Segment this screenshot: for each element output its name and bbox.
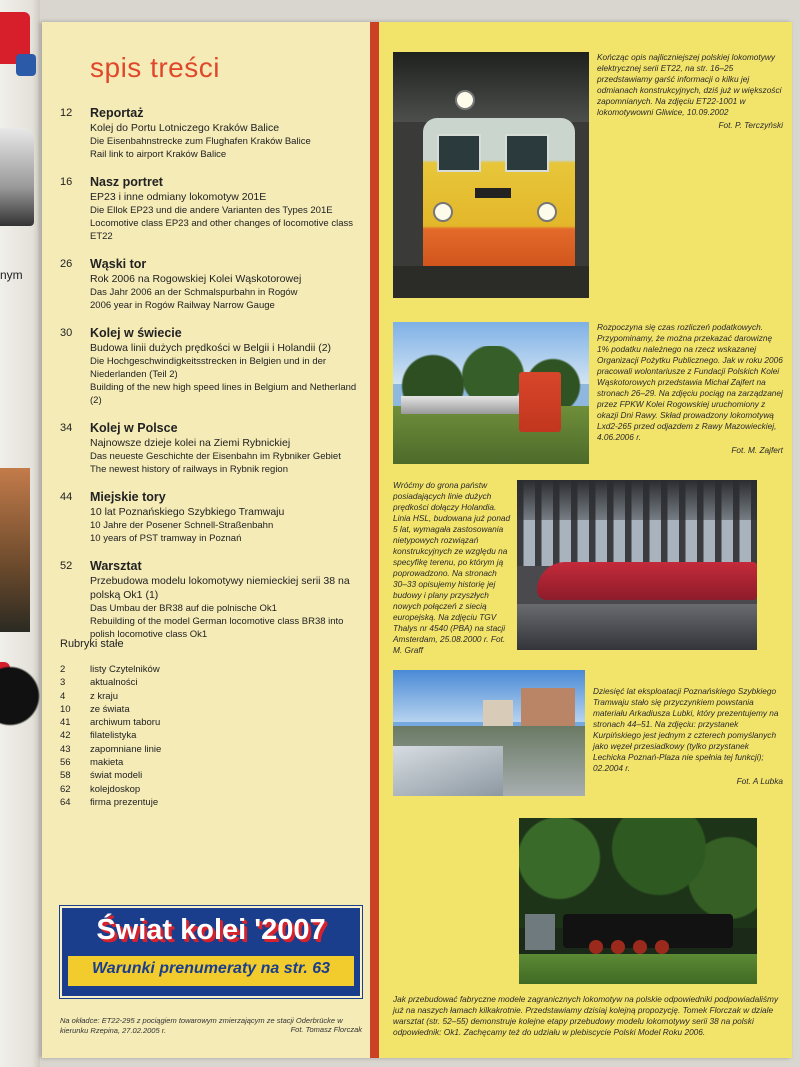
rubryki-label: archiwum taboru (90, 717, 161, 729)
toc-section-title: Kolej w świecie (90, 326, 182, 340)
photo-lawn (519, 954, 757, 984)
underlying-train-photo (0, 128, 34, 226)
rubryki-page: 56 (60, 757, 71, 769)
caption-credit: Fot. M. Zajfert (731, 445, 783, 455)
toc-section-title: Warsztat (90, 559, 142, 573)
photo-passenger-cars (401, 396, 519, 414)
toc-title-pl: Rok 2006 na Rogowskiej Kolei Wąskotorowej (90, 273, 302, 285)
toc-title-de: Die Eisenbahnstrecke zum Flughafen Kraków Balice (90, 136, 311, 147)
photo-loco-wheel (589, 940, 603, 954)
toc-title-en: Building of the new high speed lines in Belgium and Netherland (2) (90, 382, 357, 406)
toc-entry (60, 257, 365, 312)
photo-thalys-amsterdam (517, 480, 757, 650)
toc-title-pl: Najnowsze dzieje kolei na Ziemi Rybnickiej (90, 437, 291, 449)
rubryki-label: aktualności (90, 677, 138, 689)
underlying-photo (0, 468, 30, 632)
promo-title: Świat kolei '2007 (96, 914, 326, 946)
toc-page-number: 34 (60, 422, 73, 434)
caption-photo-2 (597, 322, 783, 456)
photo-loco-wheel (655, 940, 669, 954)
toc-title-en: 10 years of PST tramway in Poznań (90, 533, 242, 544)
cover-note: Na okładce: ET22-295 z pociągiem towarowym zmierzającym ze stacji Oderbrücke w kierunku Rzepina, 27.02.2005 r. (60, 1016, 343, 1035)
rubryki-page: 2 (60, 664, 66, 675)
toc-section-title: Miejskie tory (90, 490, 166, 504)
rubryki-item (60, 717, 260, 730)
toc-section-title: Kolej w Polsce (90, 421, 178, 435)
toc-title-pl: 10 lat Poznańskiego Szybkiego Tramwaju (90, 506, 285, 518)
rubryki-page: 3 (60, 677, 66, 689)
toc-page-number: 52 (60, 560, 73, 572)
caption-photo-5 (393, 994, 783, 1038)
rubryki-page: 43 (60, 743, 71, 755)
toc-entry (60, 559, 365, 641)
toc-title-de: 10 Jahre der Posener Schnell-Straßenbahn (90, 520, 274, 531)
page-title: spis treści (90, 52, 220, 83)
toc-title-en: Rail link to airport Kraków Balice (90, 149, 227, 160)
toc-title-pl: Budowa linii dużych prędkości w Belgii i Holandii (2) (90, 342, 332, 354)
caption-credit: Fot. P. Terczyński (718, 120, 783, 130)
toc-page-number: 16 (60, 176, 73, 188)
promo-subtitle: Warunki prenumeraty na str. 63 (91, 960, 330, 977)
rubryki-label: filatelistyka (90, 730, 137, 742)
toc-title-pl: EP23 i inne odmiany lokomotyw 201E (90, 191, 267, 203)
rubryki-label: kolejdoskop (90, 783, 141, 795)
rubryki-label: makieta (90, 757, 124, 769)
rubryki-page: 64 (60, 796, 71, 808)
caption-text: Kończąc opis najliczniejszej polskiej lokomotywy elektrycznej serii ET22, na str. 16–25 przedstawiamy garść informacji o kilku jej odmianach konstrukcyjnych, dziś już w większości zapomnianych. Na zdjęciu ET22-1001 w lokomotywowni Gliwice, 10.09.2002 (597, 52, 782, 117)
rubryki-item (60, 691, 260, 704)
photo-loco-plate (475, 188, 511, 198)
photo-building (483, 700, 513, 728)
rubryki-page: 58 (60, 770, 71, 782)
photo-foliage (519, 818, 757, 928)
promo-band (68, 956, 354, 986)
rubryki-page: 42 (60, 730, 71, 742)
photo-platform (517, 604, 757, 650)
photo-loco-lamp (537, 202, 557, 222)
rubryki-label: firma prezentuje (90, 796, 159, 808)
rubryki-page: 41 (60, 717, 71, 729)
caption-text: Wróćmy do grona państw posiadających linie dużych prędkości dołączy Holandia. Linia HSL, budowana już ponad 5 lat, wymagała zastosowania nietypowych rozwiązań konstrukcyjnych ze względu na specyfikę terenu, po którym ją poprowadzono. Na stronach 30–33 opisujemy historię jej budowy i plany przyszłych nowych połączeń z siecią europejską. Na zdjęciu TGV Thalys nr 4540 (PBA) na stacji Amsterdam, 25.08.2000 r. Fot. M. Graff (393, 480, 511, 655)
photo-loco-undercarriage (393, 266, 589, 298)
rubryki-page: 62 (60, 783, 71, 795)
photo-apartment-block (521, 688, 575, 728)
toc-title-de: Die Ellok EP23 und die andere Varianten des Types 201E (90, 205, 333, 216)
rubryki-label: ze świata (90, 703, 130, 715)
toc-entry (60, 175, 365, 243)
toc-title-de: Das neueste Geschichte der Eisenbahn im Rybniker Gebiet (90, 451, 341, 462)
photo-loco-window (437, 134, 481, 172)
photo-steam-loco-model (563, 914, 733, 948)
rubryki-item (60, 677, 260, 690)
rubryki-item (60, 784, 260, 797)
photo-loco-window (505, 134, 549, 172)
photo-red-locomotive (519, 372, 561, 432)
toc-entry (60, 490, 365, 545)
photo-narrow-gauge-train (393, 322, 589, 464)
toc-section-title: Nasz portret (90, 175, 163, 189)
rubryki-list (60, 664, 260, 810)
photo-column (379, 22, 792, 1058)
rubryki-item (60, 664, 260, 677)
rubryki-item (60, 797, 260, 810)
toc-entry (60, 326, 365, 407)
rubryki-item (60, 704, 260, 717)
toc-section-title: Reportaż (90, 106, 144, 120)
rubryki-title: Rubryki stałe (60, 638, 124, 650)
rubryki-page: 4 (60, 690, 66, 702)
photo-loco-lamp (433, 202, 453, 222)
photo-et22-locomotive (393, 52, 589, 298)
rubryki-item (60, 770, 260, 783)
toc-section-title: Wąski tor (90, 257, 147, 271)
caption-photo-4 (593, 686, 783, 787)
photo-model-locomotive (519, 818, 757, 984)
caption-credit: Fot. A Lubka (736, 776, 783, 786)
toc-title-en: The newest history of railways in Rybnik region (90, 464, 289, 475)
rubryki-item (60, 744, 260, 757)
underlying-blue-badge (16, 54, 36, 76)
toc-page-number: 30 (60, 327, 73, 339)
toc-title-en: Rebuilding of the model German locomotive class BR38 into polish locomotive class Ok1 (90, 616, 344, 640)
toc-title-de: Die Hochgeschwindigkeitsstrecken in Belgien und in der Niederlanden (Teil 2) (90, 356, 327, 380)
photo-loco-wheel (611, 940, 625, 954)
photo-loco-lamp (455, 90, 475, 110)
photo-model-shed (525, 914, 555, 950)
photo-roof-shadow (517, 480, 757, 520)
toc-title-en: Locomotive class EP23 and other changes of locomotive class ET22 (90, 218, 353, 242)
rubryki-item (60, 757, 260, 770)
rubryki-label: listy Czytelników (90, 664, 160, 675)
photo-stop-canopy (393, 746, 503, 796)
photo-tram-stop-poznan (393, 670, 585, 796)
caption-photo-1 (597, 52, 783, 131)
rubryki-page: 10 (60, 703, 71, 715)
rubryki-item (60, 730, 260, 743)
photo-thalys-train (537, 562, 757, 600)
rubryki-label: z kraju (90, 690, 118, 702)
toc-page-number: 26 (60, 258, 73, 270)
rubryki-label: świat modeli (90, 770, 143, 782)
toc-entry (60, 106, 365, 161)
toc-entry (60, 421, 365, 476)
toc-title-en: 2006 year in Rogów Railway Narrow Gauge (90, 300, 275, 311)
toc-title-pl: Przebudowa modelu lokomotywy niemieckiej serii 38 na polską Ok1 (1) (90, 575, 350, 601)
caption-photo-3 (393, 480, 511, 658)
rubryki-label: zapomniane linie (90, 743, 162, 755)
underlying-page (0, 0, 40, 1067)
caption-text: Jak przebudować fabryczne modele zagranicznych lokomotyw na polskie odpowiedniki podpowiadaliśmy już na naszych łamach kilkakrotnie. Przedstawiamy dzisiaj kolejną propozycję. Tomek Florczak w dziale warsztat (str. 52–55) demonstruje kolejne etapy przebudowy modelu lokomotywy serii 38 na polski odpowiednik: Ok1. Zachęcamy też do udziału w plebiscycie Polski Model Roku 2006. (393, 994, 779, 1037)
toc-page-number: 12 (60, 107, 73, 119)
underlying-text-fragment: nym (0, 268, 23, 282)
toc-page-number: 44 (60, 491, 73, 503)
caption-text: Dziesięć lat eksploatacji Poznańskiego Szybkiego Tramwaju stało się przyczynkiem powstania materiału Arkadiusza Lubki, który prezentujemy na stronach 44–51. Na zdjęciu: przystanek Kurpińskiego jest jednym z czterech pomyślanych jako węzeł przesiadkowy (tylko przystanek Lechicka Poznań-Plaza nie spełnia tej funkcji); 02.2004 r. (593, 686, 779, 773)
magazine-page (42, 22, 792, 1058)
toc-column (42, 22, 370, 1058)
toc-title-de: Das Jahr 2006 an der Schmalspurbahn in Rogów (90, 287, 298, 298)
photo-depot-roof (393, 52, 589, 122)
cover-credit: Fot. Tomasz Florczak (290, 1025, 362, 1034)
column-divider (370, 22, 379, 1058)
subscription-promo-banner (60, 906, 362, 998)
toc-title-pl: Kolej do Portu Lotniczego Kraków Balice (90, 122, 280, 134)
toc-title-de: Das Umbau der BR38 auf die polnische Ok1 (90, 603, 277, 614)
toc-list (60, 106, 365, 655)
caption-text: Rozpoczyna się czas rozliczeń podatkowych. Przypominamy, że można przekazać darowiznę 1% podatku należnego na rzecz wskazanej Organizacji Pożytku Publicznego. Jak w roku 2006 pracowali wolontariusze z Fundacji Polskich Kolei Wąskotorowych przedstawia Michał Zajfert na stronach 26–29. Na zdjęciu pociąg na zarządzanej przez FPKW Kolei Rogowskiej uruchomiony z okazji Dni Rawy. Skład prowadzony lokomotywą Lxd2-265 przed odjazdem z Rawy Mazowieckiej, 4.06.2006 r. (597, 322, 783, 442)
underlying-dark-shape (0, 656, 40, 748)
photo-loco-wheel (633, 940, 647, 954)
